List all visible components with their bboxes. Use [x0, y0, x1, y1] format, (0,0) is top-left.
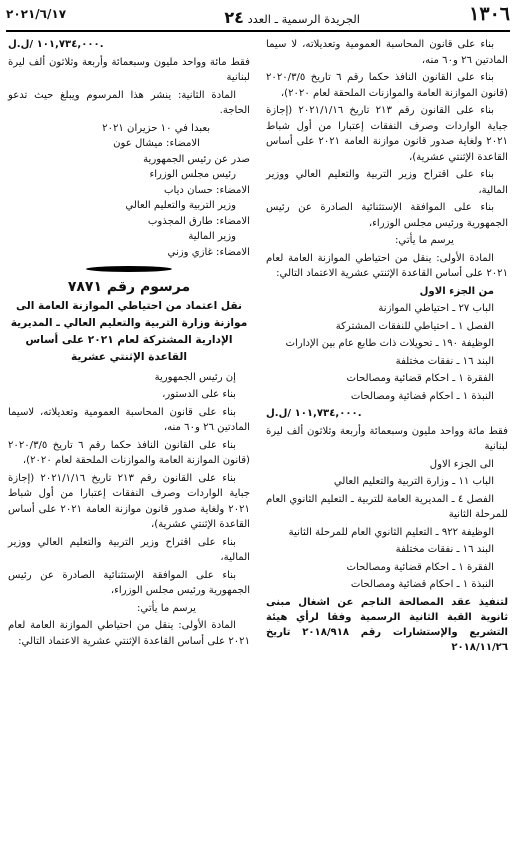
- paragraph: بناء على القانون النافذ حكما رقم ٦ تاريخ ٢٠٢٠/٣/٥ (قانون الموازنة العامة والموازنات الملحقة لعام ٢٠٢٠)،: [8, 439, 250, 466]
- decree-subject: نقل اعتماد من احتياطي الموازنة العامة الى موازنة وزارة التربية والتعليم العالي ـ المديرية الإدارية المشتركة لعام ٢٠٢١ على أساس القاعدة الإثنتي عشرية: [10, 299, 248, 363]
- budget-line: الفصل ٤ ـ المديرية العامة للتربية ـ التعليم الثانوي العام للمرحلة الثانية: [266, 493, 508, 520]
- paragraph: يرسم ما يأتي:: [395, 235, 454, 246]
- section-heading: من الجزء الاول: [419, 285, 494, 297]
- budget-line: الباب ١١ ـ وزارة التربية والتعليم العالي: [333, 476, 494, 487]
- amount-words: فقط مائة وواحد مليون وسبعمائة وأربعة وثلاثون ألف ليرة لبنانية: [266, 425, 508, 452]
- gazette-name: الجريدة الرسمية ـ العدد: [247, 12, 360, 26]
- article-1: المادة الأولى: ينقل من احتياطي الموازنة العامة لعام ٢٠٢١ على أساس القاعدة الإثنتي عشرية الاعتماد التالي:: [266, 252, 508, 279]
- signature-fin: الامضاء: غازي وزني: [167, 246, 250, 258]
- edu-minister-title: وزير التربية والتعليم العالي: [125, 200, 236, 211]
- budget-line: النبذة ١ ـ احكام قضائية ومصالحات: [350, 579, 494, 590]
- page-number: ١٣٠٦: [469, 3, 510, 25]
- issue-number: ٢٤: [224, 8, 244, 27]
- paragraph: بناء على الدستور،: [162, 389, 236, 400]
- right-column: [266, 37, 508, 657]
- paragraph: بناء على القانون رقم ٢١٣ تاريخ ٢٠٢١/١/١٦ (إجازة جباية الواردات وصرف النفقات إعتبارا من أول شباط ٢٠٢١ ولغاية صدور قانون موازنة العامة ٢٠٢١ على أساس القاعدة الإثنتي عشرية)،: [266, 105, 508, 163]
- paragraph: بناء على القانون النافذ حكما رقم ٦ تاريخ ٢٠٢٠/٣/٥ (قانون الموازنة العامة والموازنات الملحقة لعام ٢٠٢٠)،: [266, 72, 508, 99]
- budget-line: البند ١٦ ـ نفقات مختلفة: [395, 355, 494, 367]
- paragraph: بناء على اقتراح وزير التربية والتعليم العالي ووزير المالية،: [266, 169, 508, 196]
- budget-line: الى الجزء الاول: [429, 458, 494, 470]
- paragraph: يرسم ما يأتي:: [137, 602, 196, 614]
- budget-line: الباب ٢٧ ـ احتياطي الموازنة: [378, 303, 494, 314]
- separator-ornament: [86, 266, 172, 272]
- header-rule: [6, 30, 510, 32]
- budget-line: الوظيفة ٩٢٢ ـ التعليم الثانوي العام للمرحلة الثانية: [288, 526, 494, 538]
- gazette-issue: [224, 8, 360, 27]
- paragraph: بناء على قانون المحاسبة العمومية وتعديلاته، لا سيما المادتين ٢٦ و٦٠ منه،: [266, 39, 508, 66]
- issue-date: ٢٠٢١/٦/١٧: [6, 7, 67, 21]
- issued-by: صدر عن رئيس الجمهورية: [143, 153, 250, 165]
- paragraph: بناء على القانون رقم ٢١٣ تاريخ ٢٠٢١/١/١٦ (إجازة جباية الواردات وصرف النفقات إعتبارا من أول شباط ٢٠٢١ ولغاية صدور قانون موازنة العامة ٢٠٢١ على أساس القاعدة الإثنتي عشرية)،: [8, 472, 250, 530]
- pm-title: رئيس مجلس الوزراء: [149, 169, 236, 180]
- budget-line: الفقرة ١ ـ احكام قضائية ومصالحات: [346, 561, 494, 573]
- date-line: بعبدا في ١٠ حزيران ٢٠٢١: [102, 122, 210, 134]
- article-1: المادة الأولى: ينقل من احتياطي الموازنة العامة لعام ٢٠٢١ على أساس القاعدة الإثنتي عشرية الاعتماد التالي:: [8, 620, 250, 647]
- signatures: [8, 121, 250, 261]
- execution-note: لتنفيذ عقد المصالحة الناجم عن اشغال مبنى ثانوية القبة الثانية الرسمية وفقا لرأي هيئة التشريع والإستشارات رقم ٢٠١٨/٩١٨ تاريخ ٢٠١٨/١١/٢٦: [266, 596, 508, 653]
- signature-president: الامضاء: ميشال عون: [113, 138, 200, 149]
- budget-line: النبذة ١ ـ احكام قضائية ومصالحات: [350, 390, 494, 402]
- budget-line: الفقرة ١ ـ احكام قضائية ومصالحات: [346, 373, 494, 384]
- paragraph: إن رئيس الجمهورية: [154, 371, 236, 383]
- signature-pm: الامضاء: حسان دياب: [164, 184, 250, 196]
- decree-title: مرسوم رقم ٧٨٧١: [67, 279, 191, 295]
- budget-line: البند ١٦ ـ نفقات مختلفة: [395, 544, 494, 555]
- fin-minister-title: وزير المالية: [188, 231, 236, 242]
- paragraph: بناء على اقتراح وزير التربية والتعليم العالي ووزير المالية،: [8, 536, 250, 563]
- paragraph: بناء على الموافقة الإستثنائية الصادرة عن رئيس الجمهورية ورئيس مجلس الوزراء،: [266, 202, 508, 229]
- left-column: [8, 37, 250, 651]
- amount-words: فقط مائة وواحد مليون وسبعمائة وأربعة وثلاثون ألف ليرة لبنانية: [8, 56, 250, 83]
- budget-line: الوظيفة ١٩٠ ـ تحويلات ذات طابع عام بين الإدارات: [285, 338, 494, 349]
- page-header: [6, 3, 510, 29]
- paragraph: بناء على الموافقة الإستثنائية الصادرة عن رئيس الجمهورية ورئيس مجلس الوزراء،: [8, 569, 250, 596]
- amount: ١٠١,٧٣٤,٠٠٠ /ل.ل.: [8, 39, 104, 50]
- signature-edu: الامضاء: طارق المجذوب: [147, 215, 250, 227]
- amount: ١٠١,٧٣٤,٠٠٠ /ل.ل.: [266, 408, 362, 419]
- paragraph: بناء على قانون المحاسبة العمومية وتعديلاته، لاسيما المادتين ٢٦ و٦٠ منه،: [8, 406, 250, 433]
- article-2: المادة الثانية: ينشر هذا المرسوم ويبلغ حيث تدعو الحاجة.: [8, 89, 250, 116]
- budget-line: الفصل ١ ـ احتياطي للنفقات المشتركة: [335, 320, 494, 332]
